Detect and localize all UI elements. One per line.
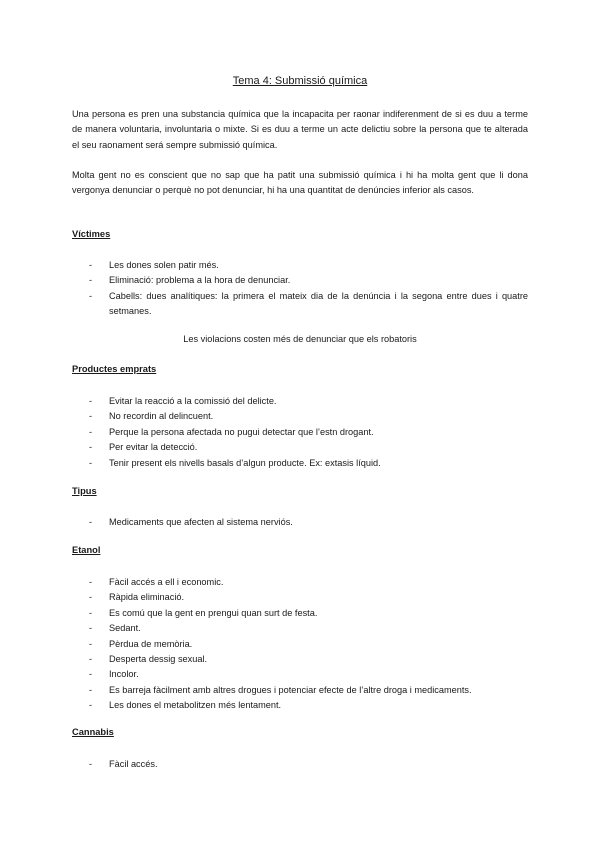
dash-bullet: - [89,684,93,695]
list-tipus [72,515,528,530]
dash-bullet: - [89,426,93,437]
dash-bullet: - [89,759,93,769]
dash-bullet: - [89,396,93,406]
heading-etanol: Etanol [72,545,101,555]
dash-bullet: - [89,607,93,618]
dash-bullet: - [89,260,93,270]
dash-bullet: - [89,290,93,301]
center-note: Les violacions costen més de denunciar que els robatoris [183,334,417,344]
list-item: - Cabells: dues analítiques: la primera el mateix dia de la denúncia i la segona entre dues i quatre setmanes. [89,290,528,317]
list-productes [72,394,528,471]
intro-paragraph: Una persona es pren una substancia química que la incapacita per raonar indiferenment de si es duu a terme de manera voluntaria, involuntaria o mixte. Si es duu a terme un acte delictiu sobre la persona que te alterada el seu raonament será sempre submissió química. [72,109,528,150]
list-item: - Sedant. [72,621,528,636]
list-item: - Pèrdua de memòria. [72,637,528,652]
dash-bullet: - [89,457,93,468]
page-title: Tema 4: Submissió química [232,75,368,87]
list-victimes [72,258,528,320]
dash-bullet: - [89,577,93,587]
list-item: - No recordin al delincuent. [72,409,528,424]
list-item: - Medicaments que afecten al sistema nerviós. [72,515,528,530]
list-item: - Les dones solen patir més. [72,258,528,273]
dash-bullet: - [89,592,93,603]
dash-bullet: - [89,669,93,680]
list-item: - Les dones el metabolitzen més lentament. [72,698,528,713]
heading-tipus: Tipus [72,486,97,496]
dash-bullet: - [89,275,93,286]
dash-bullet: - [89,654,93,665]
list-item: - Ràpida eliminació. [72,590,528,605]
list-cannabis [72,757,528,772]
list-item: - Incolor. [72,667,528,682]
list-item: - Perque la persona afectada no pugui detectar que l’estn drogant. [72,425,528,440]
list-item: - Fàcil accés. [72,757,528,772]
list-item: - Es barreja fàcilment amb altres drogues i potenciar efecte de l’altre droga i medicaments. [72,683,528,698]
heading-victimes: Víctimes [72,229,111,239]
list-item: - Per evitar la detecció. [72,440,528,455]
dash-bullet: - [89,411,93,422]
list-item: - Evitar la reacció a la comissió del delicte. [72,394,528,409]
dash-bullet: - [89,517,93,527]
list-etanol [72,575,528,714]
list-item: - Tenir present els nivells basals d’algun producte. Ex: extasis líquid. [72,456,528,471]
dash-bullet: - [89,700,93,711]
list-item: - Es comú que la gent en prengui quan surt de festa. [72,606,528,621]
list-item: - Desperta dessig sexual. [72,652,528,667]
dash-bullet: - [89,638,93,649]
list-item: - Eliminació: problema a la hora de denunciar. [72,273,528,288]
second-paragraph: Molta gent no es conscient que no sap que ha patit una submissió química i hi ha molta gent que li dona vergonya denunciar o perquè no pot denunciar, hi ha una quantitat de denúncies inferior als casos. [72,170,528,196]
dash-bullet: - [89,442,93,453]
dash-bullet: - [89,623,93,634]
heading-productes: Productes emprats [72,364,157,374]
list-item: - Fàcil accés a ell i economic. [72,575,528,590]
heading-cannabis: Cannabis [72,727,114,737]
